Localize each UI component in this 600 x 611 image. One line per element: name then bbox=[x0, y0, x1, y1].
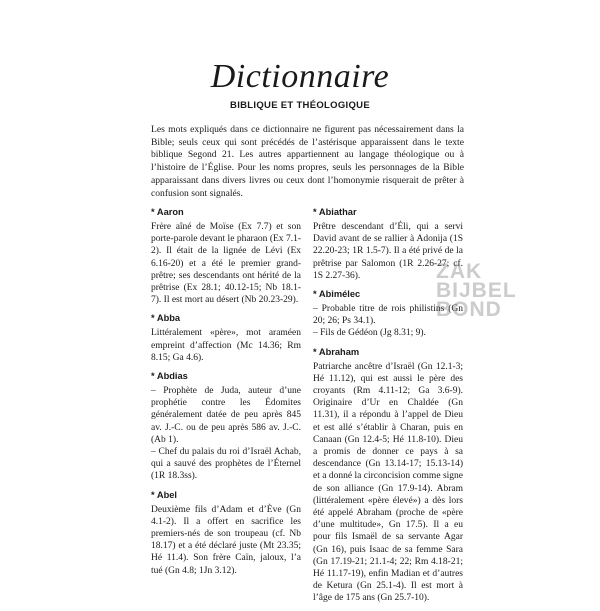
entry-aaron bbox=[151, 206, 301, 306]
watermark-line: ZAK bbox=[436, 260, 483, 283]
entry-text: – Probable titre de rois philistins (Gn 20; 26; Ps 34.1). bbox=[313, 304, 463, 327]
page-subtitle: BIBLIQUE ET THÉOLOGIQUE bbox=[230, 100, 370, 111]
entry-heading: * Abel bbox=[151, 489, 178, 500]
entry-text: Prêtre descendant d’Éli, qui a servi David avant de se rallier à Adonija (1S 22.20-23; 1R 1.5-7). Il a été privé de la prêtrise par Salomon (1R 2.26-27; cf. 1S 2.27-36). bbox=[313, 222, 463, 281]
right-column bbox=[313, 206, 463, 611]
entry-abiathar bbox=[313, 206, 463, 282]
entry-heading: * Abiathar bbox=[313, 207, 357, 217]
intro-paragraph: Les mots expliqués dans ce dictionnaire ne figurent pas nécessairement dans la Bible; seuls ceux qui sont précédés de l’astérisque apparaissent dans le texte biblique Segond 21. Les autres appartiennent au langage théologique ou à l’histoire de l’Église. Pour les noms propres, seuls les personnages de la Bible apparaissant dans divers livres ou ceux dont l’homonymie risquerait de prêter à confusion sont signalés. bbox=[151, 124, 464, 199]
entry-abraham bbox=[313, 346, 463, 605]
watermark-line: BIJBEL bbox=[436, 279, 517, 302]
entry-heading: * Abdias bbox=[151, 371, 188, 382]
entry-abel bbox=[151, 489, 301, 577]
page-title: Dictionnaire bbox=[210, 58, 390, 95]
watermark-line: BOND bbox=[436, 298, 502, 321]
entry-heading: * Aaron bbox=[151, 207, 184, 217]
entry-text: Frère aîné de Moïse (Ex 7.7) et son porte-parole devant le pharaon (Ex 7.1-2). Il était de la lignée de Lévi (Ex 6.16-20) et a été le premier grand-prêtre; ses descendants ont hérité de la prêtrise (Ex 28.1; 40.12-15; Nb 18.1-7). Il est mort au désert (Nb 20.23-29). bbox=[151, 222, 301, 306]
entry-heading: * Abba bbox=[151, 313, 181, 324]
entry-text: – Prophète de Juda, auteur d’une prophétie contre les Édomites généralement datée de peu après 845 av. J.-C. ou de peu après 586 av. J.-C. (Ab 1). bbox=[151, 386, 301, 445]
entry-heading: * Abimélec bbox=[313, 289, 361, 300]
entry-abdias bbox=[151, 370, 301, 483]
entry-abimelec bbox=[313, 288, 463, 340]
entry-heading: * Abraham bbox=[313, 346, 360, 357]
entry-text: Patriarche ancêtre d’Israël (Gn 12.1-3; Hé 11.12), qui est aussi le père des croyants (Rm 4.11-12; Ga 3.6-9). Originaire d’Ur en Chaldée (Gn 11.31), il a répondu à l’appel de Dieu et est allé s’établir à Charan, puis en Canaan (Gn 12.4-5; Hé 11.8-10). Dieu a promis de donner ce pays à sa descendance (Gn 13.14-17; 15.13-14) et a donné la circoncision comme signe de son alliance (Gn 17.9-14). Abram (littéralement «père élevé») a dès lors été appelé Abraham (proche de «père d’une multitude», Gn 17.5). Il a eu pour fils Ismaël de sa servante Agar (Gn 16), puis Isaac de sa femme Sara (Gn 17.19-21; 21.1-4; 22; Rm 4.18-21; Hé 11.17-19), enfin Madian et d’autres de Ketura (Gn 25.1-4). Il est mort à l’âge de 175 ans (Gn 25.7-10). bbox=[313, 361, 463, 604]
entry-text: – Chef du palais du roi d’Israël Achab, qui a sauvé des prophètes de l’Éternel (1R 18.3ss). bbox=[151, 447, 301, 482]
entry-text: – Fils de Gédéon (Jg 8.31; 9). bbox=[313, 328, 426, 339]
left-column bbox=[151, 206, 301, 583]
entry-text: Littéralement «père», mot araméen empreint d’affection (Mc 14.36; Rm 8.15; Ga 4.6). bbox=[151, 328, 301, 363]
entry-text: Deuxième fils d’Adam et d’Ève (Gn 4.1-2). Il a offert en sacrifice les premiers-nés de son troupeau (cf. Nb 18.17) et a été déclaré juste (Mt 23.35; Hé 11.4). Son frère Caïn, jaloux, l’a tué (Gn 4.8; 1Jn 3.12). bbox=[151, 504, 301, 576]
entry-abba bbox=[151, 312, 301, 364]
